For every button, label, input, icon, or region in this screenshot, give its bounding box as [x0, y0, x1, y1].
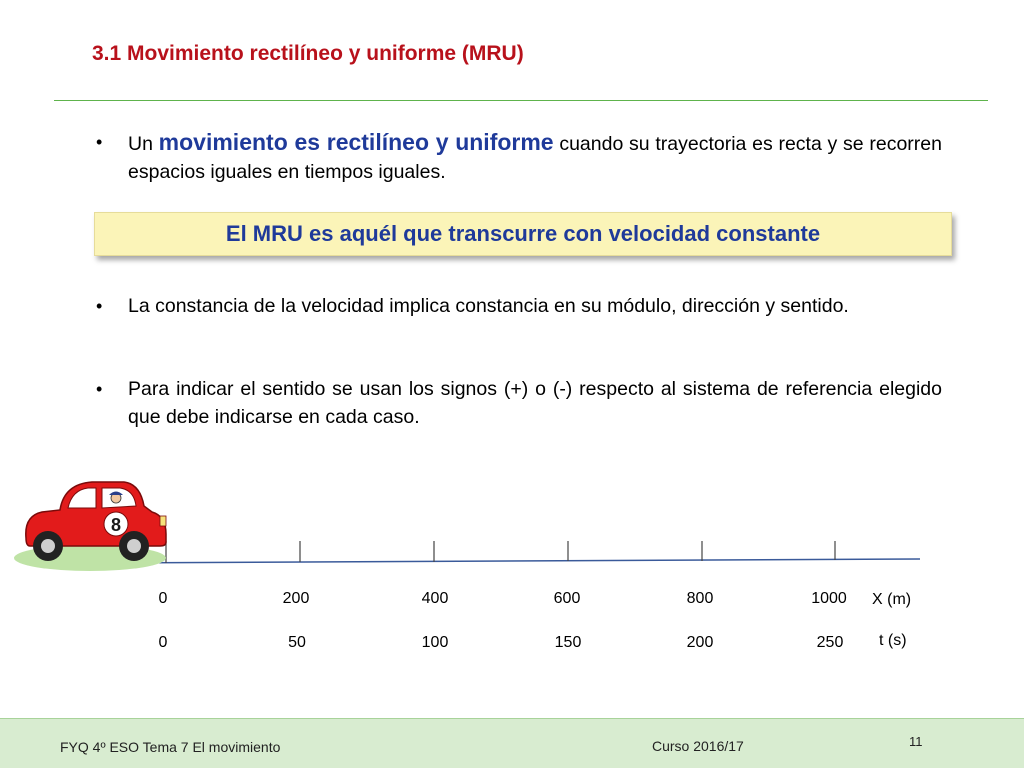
- car-hub-back: [41, 539, 55, 553]
- page-number: 11: [909, 734, 923, 749]
- x-label-800: 800: [686, 590, 714, 607]
- x-label-200: 200: [282, 590, 310, 607]
- bullet-glyph-1: •: [96, 132, 103, 152]
- x-label-600: 600: [553, 590, 581, 607]
- t-label-150: 150: [554, 634, 582, 651]
- x-label-1000: 1000: [811, 590, 847, 607]
- t-label-250: 250: [816, 634, 844, 651]
- car-number: 8: [110, 515, 122, 535]
- car-illustration: [12, 476, 172, 572]
- t-label-200: 200: [686, 634, 714, 651]
- bullet-1-pre: Un: [128, 133, 159, 155]
- bullet-text-3: Para indicar el sentido se usan los signos (+) o (-) respecto al sistema de referencia elegido que debe indicarse en cada caso.: [128, 378, 942, 428]
- x-label-0: 0: [158, 590, 168, 607]
- t-label-50: 50: [288, 634, 306, 651]
- bullet-glyph-2: •: [96, 296, 103, 316]
- t-label-100: 100: [421, 634, 449, 651]
- x-unit-label: X (m): [872, 591, 912, 608]
- car-headlight: [160, 516, 166, 526]
- bullet-text-2: La constancia de la velocidad implica constancia en su módulo, dirección y sentido.: [128, 295, 849, 317]
- slide-title: 3.1 Movimiento rectilíneo y uniforme (MRU): [92, 42, 524, 65]
- bullet-1-post: cuando su trayectoria es recta y se recorren espacios iguales en tiempos iguales.: [128, 133, 942, 183]
- x-label-400: 400: [421, 590, 449, 607]
- definition-text: El MRU es aquél que transcurre con velocidad constante: [225, 221, 821, 246]
- bullet-glyph-3: •: [96, 379, 103, 399]
- t-label-0: 0: [158, 634, 168, 651]
- bullet-1-emphasis: movimiento es rectilíneo y uniforme: [158, 129, 554, 155]
- footer-course-topic: FYQ 4º ESO Tema 7 El movimiento: [60, 739, 281, 755]
- car-hub-front: [127, 539, 141, 553]
- axis-line: [92, 559, 920, 563]
- t-unit-label: t (s): [879, 632, 907, 649]
- footer-year: Curso 2016/17: [652, 738, 744, 754]
